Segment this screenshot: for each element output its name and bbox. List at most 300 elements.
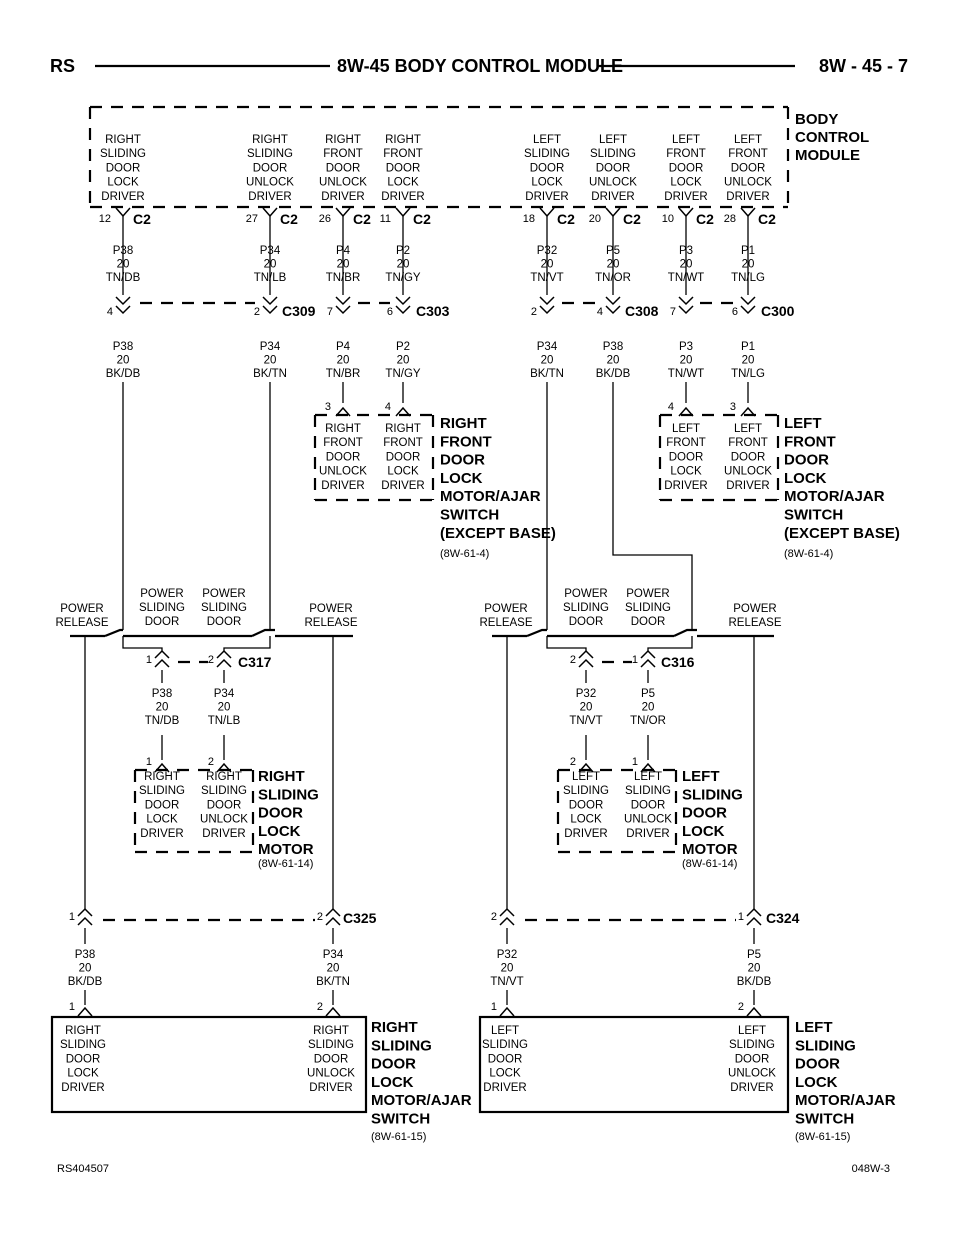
connector-pin-icon (679, 208, 693, 216)
pin-number: 6 (731, 306, 738, 318)
motor-title: LEFT (682, 768, 720, 785)
pin-number: 4 (106, 306, 113, 318)
bcm-driver-label: DOOR (668, 162, 704, 175)
bcm-driver-label: UNLOCK (319, 176, 367, 189)
switch-item-label: RIGHT (313, 1025, 349, 1037)
switch-item-label: SLIDING (307, 1039, 355, 1052)
motor-item-label: LEFT (733, 423, 763, 435)
pin-number: 26 (318, 213, 331, 225)
pin-number: 12 (98, 213, 111, 225)
motor-item-label: DRIVER (321, 479, 365, 492)
switch-contact (674, 630, 697, 636)
motor-title: DOOR (784, 451, 829, 469)
bcm-driver-label: DOOR (730, 162, 766, 175)
bcm-driver-label: DOOR (325, 162, 361, 175)
switch-contact (527, 630, 547, 636)
pin-number: 1 (490, 1001, 497, 1013)
switch-item-label: DOOR (65, 1053, 101, 1066)
motor-title: DOOR (440, 451, 485, 469)
motor-item-label: SLIDING (138, 785, 186, 798)
footer-right: 048W-3 (851, 1163, 890, 1175)
pin-number: 4 (384, 401, 391, 413)
switch-label: POWER (140, 588, 184, 600)
motor-item-label: DOOR (668, 451, 704, 464)
motor-title: LOCK (258, 822, 301, 840)
switch-item-label: LOCK (489, 1067, 521, 1080)
wire-code: BK/DB (736, 976, 772, 988)
inline-connector-icon (78, 918, 92, 925)
bcm-driver-label: RIGHT (105, 134, 141, 146)
motor-item-label: LOCK (670, 465, 702, 478)
pin-number: 2 (737, 1001, 744, 1013)
pin-number: 27 (245, 213, 258, 225)
wire-code: P1 (740, 341, 756, 353)
inline-connector-icon (500, 918, 514, 925)
motor-item-label: LOCK (146, 813, 178, 826)
connector-id: C317 (238, 654, 272, 670)
inline-connector-icon (78, 909, 92, 916)
motor-title: DOOR (258, 804, 303, 822)
wire-code: P38 (112, 341, 134, 353)
bcm-driver-label: LOCK (387, 176, 419, 189)
motor-title: (EXCEPT BASE) (784, 524, 900, 542)
motor-title: MOTOR/AJAR (440, 488, 541, 506)
motor-title: LOCK (440, 469, 483, 487)
wire-code: TN/LG (731, 368, 765, 380)
bcm-driver-label: LEFT (598, 134, 628, 146)
pin-number: 1 (68, 911, 75, 923)
pin-number: 20 (588, 213, 601, 225)
switch-label: POWER (60, 603, 104, 615)
wire-code: 20 (679, 354, 693, 367)
pin-number: 2 (530, 306, 537, 318)
switch-label: RELEASE (479, 617, 533, 629)
wire-code: P2 (395, 245, 411, 257)
bcm-driver-label: DOOR (105, 162, 141, 175)
wire (547, 636, 586, 652)
switch-label: POWER (733, 603, 777, 615)
switch-contact (252, 630, 275, 636)
pin-number: 2 (569, 654, 576, 666)
inline-connector-icon (741, 297, 755, 304)
switch-item-label: RIGHT (65, 1025, 101, 1037)
bcm-driver-label: DRIVER (381, 190, 425, 203)
inline-connector-icon (579, 660, 593, 667)
switch-item-label: DOOR (313, 1053, 349, 1066)
motor-title: DOOR (682, 804, 727, 822)
inline-connector-icon (336, 306, 350, 313)
switch-label: SLIDING (562, 602, 610, 614)
wire-code: P5 (746, 949, 762, 961)
pin-number: 2 (490, 911, 497, 923)
motor-title: FRONT (784, 433, 836, 451)
bcm-driver-label: LEFT (733, 134, 763, 146)
wire-code: 20 (540, 258, 554, 271)
switch-label: POWER (484, 603, 528, 615)
pin-number: 6 (386, 306, 393, 318)
inline-connector-icon (155, 660, 169, 667)
switch-title: RIGHT (371, 1019, 418, 1036)
bcm-driver-label: DOOR (529, 162, 565, 175)
wire-code: TN/WT (667, 368, 705, 380)
wire-code: 20 (263, 258, 277, 271)
inline-connector-icon (500, 909, 514, 916)
pin-number: 7 (326, 306, 333, 318)
bcm-driver-label: FRONT (383, 148, 423, 161)
pin-number: 10 (661, 213, 674, 225)
switch-title: DOOR (795, 1055, 840, 1073)
motor-item-label: DOOR (730, 451, 766, 464)
connector-id: C2 (557, 211, 575, 227)
connector-pin-icon (396, 208, 410, 216)
motor-item-label: FRONT (666, 437, 706, 450)
bcm-driver-label: SLIDING (589, 148, 637, 161)
pin-number: 3 (324, 401, 331, 413)
switch-title: MOTOR/AJAR (795, 1092, 896, 1110)
motor-item-label: DOOR (385, 451, 421, 464)
switch-label: POWER (564, 588, 608, 600)
switch-label: RELEASE (55, 617, 109, 629)
connector-pin-icon (116, 208, 130, 216)
motor-title: (EXCEPT BASE) (440, 524, 556, 542)
wire-code: TN/OR (595, 272, 631, 284)
connector-pin-icon (606, 208, 620, 216)
wire-code: TN/OR (630, 715, 666, 727)
pin-number: 18 (522, 213, 535, 225)
switch-label: RELEASE (304, 617, 358, 629)
reference: (8W-61-15) (371, 1131, 427, 1143)
inline-connector-icon (326, 918, 340, 925)
connector-id: C316 (661, 654, 695, 670)
wire-code: 20 (155, 701, 169, 714)
component-pin-icon (500, 1008, 514, 1016)
motor-item-label: UNLOCK (319, 465, 367, 478)
motor-title: SLIDING (258, 786, 319, 804)
connector-id: C2 (353, 211, 371, 227)
motor-item-label: DRIVER (381, 479, 425, 492)
reference: (8W-61-4) (440, 548, 490, 560)
wire-code: 20 (217, 701, 231, 714)
wire (224, 636, 270, 652)
wire-code: P34 (322, 949, 344, 961)
switch-title: SLIDING (795, 1037, 856, 1055)
wire-code: TN/BR (325, 368, 361, 380)
switch-label: DOOR (568, 616, 604, 628)
reference: (8W-61-14) (258, 858, 314, 870)
wire-code: TN/LB (207, 715, 241, 727)
inline-connector-icon (263, 297, 277, 304)
switch-label: SLIDING (138, 602, 186, 614)
motor-item-label: DOOR (206, 799, 242, 812)
inline-connector-icon (217, 651, 231, 658)
pin-number: 28 (723, 213, 736, 225)
bcm-driver-label: DOOR (385, 162, 421, 175)
motor-item-label: FRONT (728, 437, 768, 450)
wire-code: BK/DB (105, 368, 141, 380)
bcm-driver-label: LEFT (671, 134, 701, 146)
switch-label: POWER (202, 588, 246, 600)
switch-item-label: LEFT (737, 1025, 767, 1037)
bcm-driver-label: LEFT (532, 134, 562, 146)
motor-title: LEFT (784, 415, 822, 432)
pin-number: 1 (68, 1001, 75, 1013)
pin-number: 1 (631, 654, 638, 666)
wire-code: 20 (741, 258, 755, 271)
inline-connector-icon (606, 297, 620, 304)
switch-contact (105, 630, 123, 636)
switch-item-label: UNLOCK (307, 1067, 355, 1080)
bcm-driver-label: SLIDING (246, 148, 294, 161)
bcm-driver-label: DRIVER (101, 190, 145, 203)
motor-item-label: FRONT (383, 437, 423, 450)
motor-item-label: DOOR (630, 799, 666, 812)
wire-code: 20 (116, 354, 130, 367)
switch-item-label: DRIVER (483, 1081, 527, 1094)
switch-title: LOCK (795, 1073, 838, 1091)
motor-item-label: RIGHT (144, 771, 180, 783)
motor-item-label: DRIVER (564, 827, 608, 840)
inline-connector-icon (217, 660, 231, 667)
inline-connector-icon (747, 918, 761, 925)
wire-code: TN/VT (490, 976, 524, 988)
inline-connector-icon (641, 660, 655, 667)
pin-number: 2 (569, 756, 576, 768)
motor-title: MOTOR (258, 841, 314, 859)
motor-title: SWITCH (784, 506, 844, 524)
header-right: 8W - 45 - 7 (818, 56, 908, 76)
connector-id: C2 (280, 211, 298, 227)
wire (648, 636, 692, 652)
switch-label: DOOR (206, 616, 242, 628)
motor-item-label: DOOR (568, 799, 604, 812)
wire-code: 20 (263, 354, 277, 367)
wire-code: 20 (396, 354, 410, 367)
wire-code: P32 (575, 688, 597, 700)
switch-label: SLIDING (200, 602, 248, 614)
motor-item-label: DRIVER (726, 479, 770, 492)
wire-code: 20 (500, 962, 514, 975)
wire-code: P32 (496, 949, 518, 961)
wire-code: 20 (579, 701, 593, 714)
switch-title: SWITCH (795, 1110, 855, 1128)
switch-item-label: DOOR (487, 1053, 523, 1066)
switch-label: POWER (626, 588, 670, 600)
inline-connector-icon (679, 297, 693, 304)
motor-item-label: LEFT (671, 423, 701, 435)
motor-item-label: FRONT (323, 437, 363, 450)
switch-title: SLIDING (371, 1037, 432, 1055)
inline-connector-icon (540, 297, 554, 304)
inline-connector-icon (747, 909, 761, 916)
wire-code: P38 (112, 245, 134, 257)
wire-code: P5 (640, 688, 656, 700)
inline-connector-icon (606, 306, 620, 313)
wire-code: P4 (335, 245, 351, 257)
connector-pin-icon (336, 208, 350, 216)
bcm-driver-label: SLIDING (523, 148, 571, 161)
motor-item-label: SLIDING (562, 785, 610, 798)
wire-code: 20 (641, 701, 655, 714)
connector-id: C2 (758, 211, 776, 227)
wire-code: P5 (605, 245, 621, 257)
motor-item-label: UNLOCK (200, 813, 248, 826)
inline-connector-icon (641, 651, 655, 658)
inline-connector-icon (326, 909, 340, 916)
wire-code: P34 (536, 341, 558, 353)
wire-code: TN/WT (667, 272, 705, 284)
switch-item-label: DRIVER (730, 1081, 774, 1094)
wire-code: BK/DB (595, 368, 631, 380)
wire-code: TN/BR (325, 272, 361, 284)
bcm-driver-label: UNLOCK (589, 176, 637, 189)
motor-item-label: UNLOCK (724, 465, 772, 478)
motor-item-label: DOOR (325, 451, 361, 464)
wire-code: P4 (335, 341, 351, 353)
inline-connector-icon (579, 651, 593, 658)
wire-code: P1 (740, 245, 756, 257)
wire (123, 636, 162, 652)
component-pin-icon (747, 1008, 761, 1016)
pin-number: 2 (316, 911, 323, 923)
bcm-driver-label: DRIVER (591, 190, 635, 203)
motor-item-label: DRIVER (202, 827, 246, 840)
bcm-driver-label: FRONT (728, 148, 768, 161)
bcm-title: CONTROL (795, 129, 870, 146)
switch-item-label: UNLOCK (728, 1067, 776, 1080)
wire-code: 20 (336, 354, 350, 367)
wire-code: P38 (74, 949, 96, 961)
inline-connector-icon (116, 297, 130, 304)
inline-connector-icon (540, 306, 554, 313)
wire-code: 20 (326, 962, 340, 975)
wire-code: P34 (259, 341, 281, 353)
inline-connector-icon (741, 306, 755, 313)
component-pin-icon (78, 1008, 92, 1016)
bcm-driver-label: LOCK (670, 176, 702, 189)
bcm-driver-label: DRIVER (248, 190, 292, 203)
bcm-driver-label: DRIVER (321, 190, 365, 203)
reference: (8W-61-14) (682, 858, 738, 870)
motor-title: RIGHT (258, 768, 305, 785)
bcm-driver-label: DOOR (252, 162, 288, 175)
wire-code: TN/LB (253, 272, 287, 284)
wire-code: BK/TN (253, 368, 287, 380)
component-pin-icon (326, 1008, 340, 1016)
connector-pin-icon (263, 208, 277, 216)
bcm-driver-label: RIGHT (385, 134, 421, 146)
inline-connector-icon (396, 297, 410, 304)
wire-code: TN/VT (569, 715, 603, 727)
wire-code: BK/TN (530, 368, 564, 380)
inline-connector-icon (679, 306, 693, 313)
motor-item-label: DRIVER (664, 479, 708, 492)
inline-connector-icon (336, 297, 350, 304)
bcm-driver-label: LOCK (107, 176, 139, 189)
wire-code: TN/DB (105, 272, 141, 284)
wire-code: 20 (78, 962, 92, 975)
wire-code: 20 (606, 354, 620, 367)
bcm-driver-label: DRIVER (525, 190, 569, 203)
footer-left: RS404507 (57, 1163, 109, 1175)
wire-code: 20 (540, 354, 554, 367)
bcm-driver-label: FRONT (666, 148, 706, 161)
connector-id: C2 (696, 211, 714, 227)
motor-title: MOTOR/AJAR (784, 488, 885, 506)
pin-number: 7 (669, 306, 676, 318)
wire-code: 20 (336, 258, 350, 271)
pin-number: 2 (316, 1001, 323, 1013)
switch-item-label: DOOR (734, 1053, 770, 1066)
wire-code: 20 (116, 258, 130, 271)
switch-item-label: SLIDING (59, 1039, 107, 1052)
pin-number: 11 (379, 213, 391, 225)
bcm-driver-label: UNLOCK (724, 176, 772, 189)
inline-connector-icon (263, 306, 277, 313)
motor-title: SLIDING (682, 786, 743, 804)
switch-item-label: DRIVER (61, 1081, 105, 1094)
bcm-driver-label: DRIVER (726, 190, 770, 203)
inline-connector-icon (155, 651, 169, 658)
motor-item-label: DRIVER (626, 827, 670, 840)
pin-number: 1 (631, 756, 638, 768)
bcm-driver-label: DRIVER (664, 190, 708, 203)
connector-pin-icon (540, 208, 554, 216)
header-title: 8W-45 BODY CONTROL MODULE (337, 56, 623, 76)
motor-item-label: LOCK (387, 465, 419, 478)
connector-id: C325 (343, 910, 377, 926)
bcm-title: MODULE (795, 147, 860, 164)
wire-code: BK/TN (316, 976, 350, 988)
switch-title: LEFT (795, 1019, 833, 1036)
motor-item-label: LOCK (570, 813, 602, 826)
pin-number: 1 (737, 911, 744, 923)
bcm-driver-label: RIGHT (325, 134, 361, 146)
wire-code: TN/LG (731, 272, 765, 284)
wire-code: TN/DB (144, 715, 180, 727)
pin-number: 2 (207, 756, 214, 768)
switch-label: RELEASE (728, 617, 782, 629)
bcm-driver-label: UNLOCK (246, 176, 294, 189)
wire-code: 20 (396, 258, 410, 271)
wire-code: P38 (602, 341, 624, 353)
switch-item-label: LEFT (490, 1025, 520, 1037)
motor-title: MOTOR (682, 841, 738, 859)
switch-item-label: SLIDING (481, 1039, 529, 1052)
wire-code: BK/DB (67, 976, 103, 988)
connector-id: C300 (761, 303, 795, 319)
bcm-driver-label: RIGHT (252, 134, 288, 146)
motor-item-label: LEFT (571, 771, 601, 783)
wire-code: TN/GY (385, 272, 421, 284)
motor-item-label: RIGHT (385, 423, 421, 435)
motor-item-label: DOOR (144, 799, 180, 812)
switch-title: LOCK (371, 1073, 414, 1091)
pin-number: 4 (667, 401, 674, 413)
connector-id: C309 (282, 303, 316, 319)
bcm-driver-label: FRONT (323, 148, 363, 161)
connector-id: C2 (623, 211, 641, 227)
switch-item-label: SLIDING (728, 1039, 776, 1052)
pin-number: 2 (253, 306, 260, 318)
motor-title: SWITCH (440, 506, 500, 524)
pin-number: 2 (207, 654, 214, 666)
motor-item-label: DRIVER (140, 827, 184, 840)
bcm-driver-label: LOCK (531, 176, 563, 189)
pin-number: 4 (596, 306, 603, 318)
pin-number: 1 (145, 654, 152, 666)
bcm-driver-label: DOOR (595, 162, 631, 175)
motor-item-label: SLIDING (200, 785, 248, 798)
